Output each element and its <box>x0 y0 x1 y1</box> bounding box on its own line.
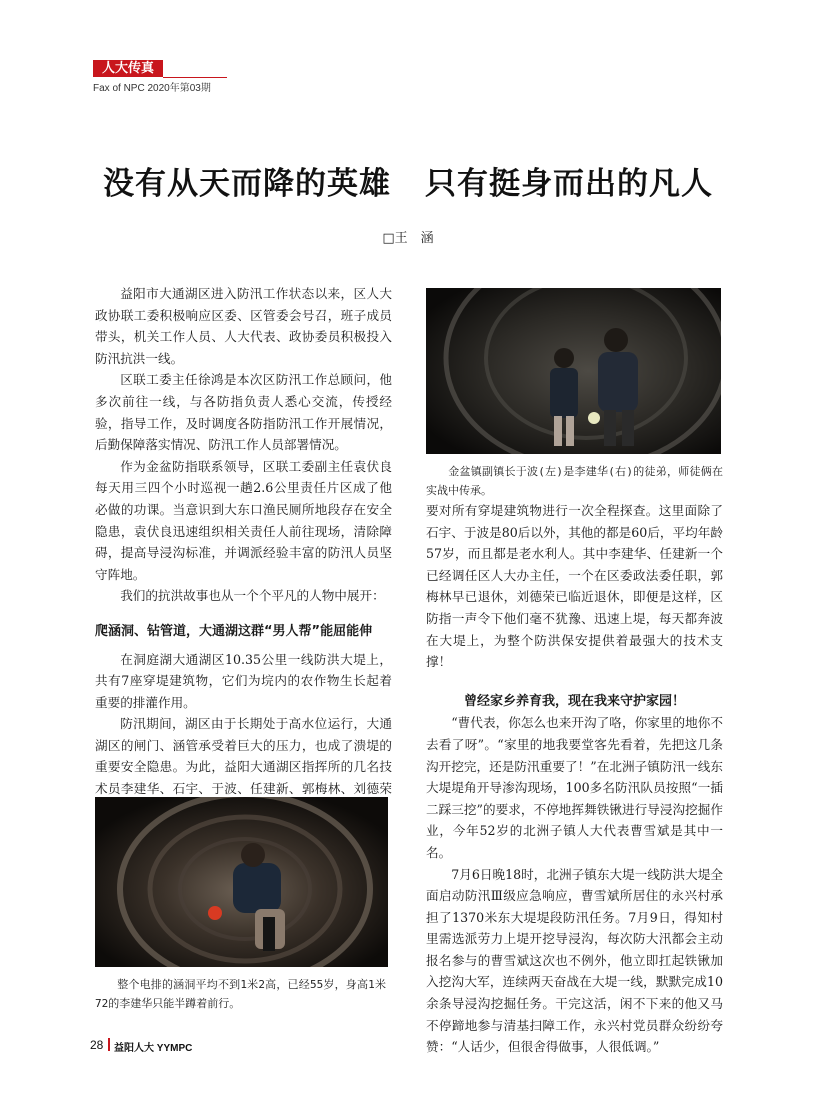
paragraph: 益阳市大通湖区进入防汛工作状态以来，区人大政协联工委积极响应区委、区管委会号召，班子成员带头，机关工作人员、人大代表、政协委员积极投入防汛抗洪一线。 <box>95 286 392 366</box>
publication-name: 益阳人大 YYMPC <box>114 1043 193 1054</box>
caption-text: 整个电排的涵洞平均不到1米2高，已经55岁，身高1米72的李建华只能半蹲着前行。 <box>95 978 386 1010</box>
paragraph: “曹代表，你怎么也来开沟了咯，你家里的地你不去看了呀”。“家里的地我要堂客先看着，先把这几条沟开挖完，还是防汛重要了！”在北洲子镇防汛一线东大堤堤角开导渗沟现场，100多名防汛队员按照“一插二踩三挖”的要求，不停地挥舞铁锹进行导浸沟挖掘作业，今年52岁的北洲子镇人大代表曹雪斌是其中一名。 <box>426 715 723 860</box>
right-column <box>426 500 723 1058</box>
photo-culvert <box>95 797 388 967</box>
left-column <box>95 283 392 821</box>
caption-text: 金盆镇副镇长于波(左)是李建华(右)的徒弟，师徒俩在实战中传承。 <box>426 465 723 497</box>
section-heading-1: 爬涵洞、钻管道，大通湖这群“男人帮”能屈能伸 <box>95 623 373 639</box>
footer-divider <box>108 1038 110 1051</box>
caption-photo-1 <box>95 975 386 1013</box>
header-rule <box>163 77 227 78</box>
paragraph: 要对所有穿堤建筑物进行一次全程探查。这里面除了石宇、于波是80后以外，其他的都是60后，平均年龄57岁，而且都是老水利人。其中李建华、任建新一个已经调任区人大办主任，一个在区委政法委任职，郭梅林早已退休，刘德荣已临近退休，即便是这样，区防指一声令下他们毫不犹豫、迅速上堤，每天都奔波在大堤上，为整个防洪保安提供着最强大的技术支撑！ <box>426 503 723 670</box>
author-byline: □王 涵 <box>382 231 434 246</box>
page-number: 28 <box>90 1038 104 1052</box>
article-title <box>0 158 816 203</box>
section-tag: 人大传真 <box>93 60 163 77</box>
mentor-photo-image <box>426 288 721 454</box>
paragraph: 在洞庭湖大通湖区10.35公里一线防洪大堤上，共有7座穿堤建筑物，它们为垸内的农作物生长起着重要的排灌作用。 <box>95 651 392 710</box>
issue-label: Fax of NPC 2020年第03期 <box>93 83 211 94</box>
title-part-2: 只有挺身而出的凡人 <box>425 166 713 202</box>
culvert-photo-image <box>95 797 388 967</box>
caption-photo-2 <box>426 462 723 500</box>
paragraph: 我们的抗洪故事也从一个个平凡的人物中展开： <box>120 588 385 604</box>
photo-mentor <box>426 288 721 454</box>
paragraph: 防汛期间，湖区由于长期处于高水位运行，大通湖区的闸门、涵管承受着巨大的压力，也成了溃堤的重要安全隐患。为此，益阳大通湖区指挥所的几名技术员李建华、石宇、于波、任建新、郭梅林、刘德荣 <box>95 716 392 797</box>
paragraph: 作为金盆防指联系领导，区联工委副主任袁伏良每天用三四个小时巡视一趟2.6公里责任片区成了他必做的功课。当意识到大东口渔民厕所地段存在安全隐患，袁伏良迅速组织相关责任人前往现场，清除障碍，提高导浸沟标准，并调派经验丰富的防汛人员坚守阵地。 <box>95 458 392 582</box>
paragraph: 区联工委主任徐鸿是本次区防汛工作总顾问，他多次前往一线，与各防指负责人悉心交流，传授经验，指导工作，及时调度各防指防汛工作开展情况，后勤保障落实情况、防汛工作人员部署情况。 <box>95 372 392 453</box>
title-part-1: 没有从天而降的英雄 <box>103 166 391 202</box>
section-heading-2: 曾经家乡养育我，现在我来守护家园！ <box>463 693 685 709</box>
paragraph: 7月6日晚18时，北洲子镇东大堤一线防洪大堤全面启动防汛Ⅲ级应急响应，曹雪斌所居住的永兴村承担了1370米东大堤堤段防汛任务。7月9日，得知村里需选派劳力上堤开挖导浸沟，每次防大汛都会主动报名参与的曹雪斌这次也不例外，他立即扛起铁锹加入挖沟大军，连续两天奋战在大堤一线，默默完成10余条导浸沟挖掘任务。干完这活，闲不下来的他又马不停蹄地参与清基扫障工作，永兴村党员群众纷纷夸赞：“人话少，但很舍得做事，人很低调。” <box>426 866 723 1055</box>
